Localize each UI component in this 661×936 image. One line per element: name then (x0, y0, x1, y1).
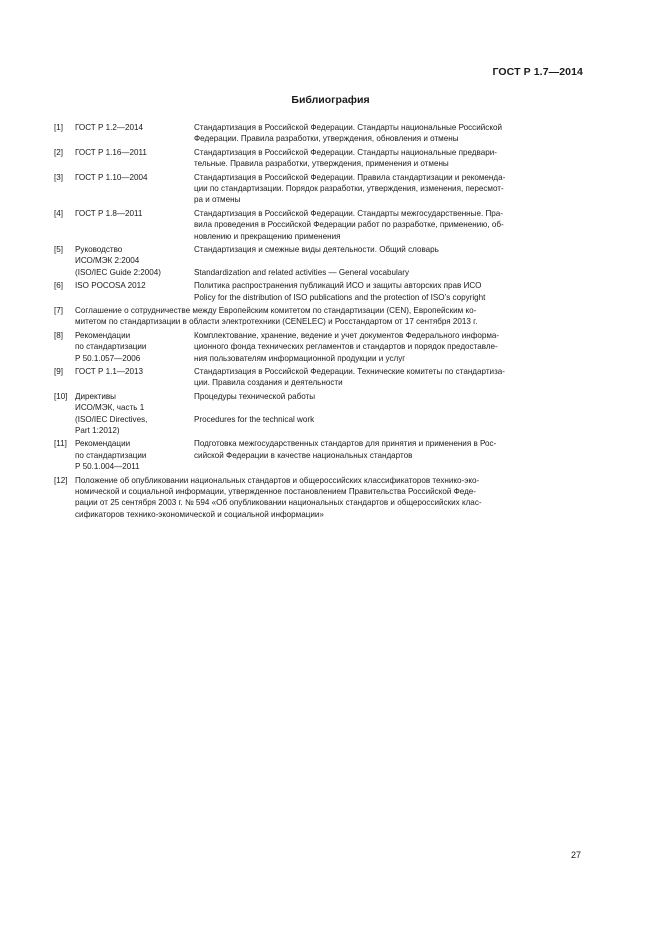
description-line: Федерации. Правила разработки, утверждения, обновления и отмены (194, 134, 459, 144)
description-line: сийской Федерации в качестве национальных стандартов (194, 450, 413, 460)
entry-number: [6] (54, 281, 63, 291)
description-line: ра и отмены (194, 195, 241, 205)
entry-number: [11] (54, 439, 67, 449)
bibliography-entry (54, 438, 579, 472)
description-line: Procedures for the technical work (194, 414, 315, 424)
bibliography-entry (54, 330, 579, 364)
reference-line: Директивы (75, 391, 116, 401)
description-line: ния пользователям информационной продукции и услуг (194, 353, 406, 363)
bibliography-list (54, 122, 579, 522)
entry-description (194, 330, 579, 364)
entry-reference (75, 438, 195, 472)
reference-line: Рекомендации (75, 439, 131, 449)
bibliography-entry (54, 172, 579, 206)
bibliography-entry (54, 475, 579, 521)
bibliography-entry (54, 122, 579, 145)
description-line: Стандартизация и смежные виды деятельности. Общий словарь (194, 244, 439, 254)
bibliography-entry (54, 366, 579, 389)
entry-number: [12] (54, 475, 68, 485)
entry-description (194, 438, 579, 461)
description-line: тельные. Правила разработки, утверждения, применения и отмены (194, 159, 449, 169)
description-line (194, 255, 579, 266)
reference-line: ГОСТ Р 1.8—2011 (75, 208, 143, 218)
description-line: Стандартизация в Российской Федерации. Технические комитеты по стандартиза- (194, 367, 505, 377)
entry-number: [2] (54, 147, 63, 157)
entry-description (194, 244, 579, 278)
entry-text-line: рации от 25 сентября 2003 г. № 594 «Об опубликовании национальных стандартов и общероссийских клас- (75, 498, 482, 508)
reference-line: ГОСТ Р 1.16—2011 (75, 147, 147, 157)
description-line: ционного фонда технических регламентов и стандартов и порядок предоставле- (194, 342, 498, 352)
description-line: Подготовка межгосударственных стандартов для принятия и применения в Рос- (194, 439, 497, 449)
bibliography-entry (54, 305, 579, 328)
bibliography-entry (54, 280, 579, 303)
reference-line: ISO POCOSA 2012 (75, 281, 146, 291)
bibliography-entry (54, 208, 579, 242)
bibliography-entry (54, 391, 579, 437)
entry-number: [8] (54, 330, 63, 340)
reference-line: (ISO/IEC Guide 2:2004) (75, 267, 161, 277)
description-line: Комплектование, хранение, ведение и учет документов Федерального информа- (194, 330, 500, 340)
entry-text-line: митетом по стандартизации в области электротехники (CENELEC) и Росстандартом от 17 сентября 2013 г. (75, 317, 478, 327)
entry-number: [5] (54, 244, 63, 254)
entry-number: [4] (54, 208, 63, 218)
entry-description (194, 147, 579, 170)
reference-line: Part 1:2012) (75, 426, 120, 436)
entry-text-line: номической и социальной информации, утвержденное постановлением Правительства Российской Феде- (75, 487, 476, 497)
entry-text-line: Положение об опубликовании национальных стандартов и общероссийских классификаторов технико-эко- (75, 475, 480, 485)
description-line: ции по стандартизации. Порядок разработки, утверждения, изменения, пересмот- (194, 184, 504, 193)
entry-description (194, 280, 579, 303)
description-line: Политика распространения публикаций ИСО и защиты авторских прав ИСО (194, 281, 482, 291)
description-line (194, 402, 579, 413)
page-number: 27 (570, 850, 581, 860)
entry-reference (75, 208, 195, 219)
entry-description (194, 208, 579, 242)
entry-reference (75, 244, 195, 278)
reference-line: по стандартизации (75, 342, 147, 352)
entry-reference (75, 330, 195, 364)
description-line: вила проведения в Российской Федерации работ по разработке, применению, об- (194, 220, 504, 230)
bibliography-entry (54, 147, 579, 170)
entry-number: [9] (54, 367, 63, 377)
description-line: ции. Правила создания и деятельности (194, 378, 343, 388)
bibliography-entry (54, 244, 579, 278)
entry-reference (75, 122, 195, 133)
entry-number: [3] (54, 172, 63, 182)
entry-reference (75, 172, 195, 183)
reference-line: ИСО/МЭК, часть 1 (75, 403, 145, 413)
description-line: Стандартизация в Российской Федерации. Правила стандартизации и рекоменда- (194, 172, 506, 182)
entry-full-text (75, 305, 579, 328)
entry-number: [10] (54, 391, 68, 401)
reference-line: ГОСТ Р 1.10—2004 (75, 172, 148, 182)
entry-description (194, 366, 579, 389)
reference-line: ГОСТ Р 1.2—2014 (75, 123, 143, 132)
entry-text-line: Соглашение о сотрудничестве между Европейским комитетом по стандартизации (CEN), Европейским ко- (75, 305, 477, 315)
reference-line: Рекомендации (75, 330, 131, 340)
description-line: новлению и прекращению применения (194, 231, 341, 241)
description-line: Стандартизация в Российской Федерации. Стандарты национальные предвари- (194, 147, 497, 157)
entry-reference (75, 147, 195, 158)
entry-reference (75, 391, 195, 437)
reference-line: (ISO/IEC Directives, (75, 414, 148, 424)
reference-line: по стандартизации (75, 450, 147, 460)
entry-full-text (75, 475, 579, 521)
entry-text-line: сификаторов технико-экономической и социальной информации» (75, 509, 324, 519)
description-line: Standardization and related activities — General vocabulary (194, 267, 410, 277)
entry-reference (75, 366, 195, 377)
description-line: Процедуры технической работы (194, 391, 316, 401)
page-title: Библиография (291, 94, 370, 106)
entry-number: [7] (54, 305, 63, 315)
entry-number: [1] (54, 123, 63, 132)
entry-description (194, 122, 579, 145)
reference-line: Руководство (75, 244, 123, 254)
entry-description (194, 172, 579, 206)
reference-line: Р 50.1.004—2011 (75, 462, 140, 472)
reference-line: ИСО/МЭК 2:2004 (75, 256, 140, 266)
reference-line: ГОСТ Р 1.1—2013 (75, 367, 143, 377)
document-code: ГОСТ Р 1.7—2014 (492, 66, 583, 78)
entry-reference (75, 280, 195, 291)
description-line (194, 425, 579, 436)
description-line: Стандартизация в Российской Федерации. Стандарты межгосударственные. Пра- (194, 208, 503, 218)
description-line: Стандартизация в Российской Федерации. Стандарты национальные Российской (194, 123, 502, 132)
description-line: Policy for the distribution of ISO publications and the protection of ISO’s copyright (194, 292, 486, 302)
reference-line: Р 50.1.057—2006 (75, 353, 141, 363)
entry-description (194, 391, 579, 437)
